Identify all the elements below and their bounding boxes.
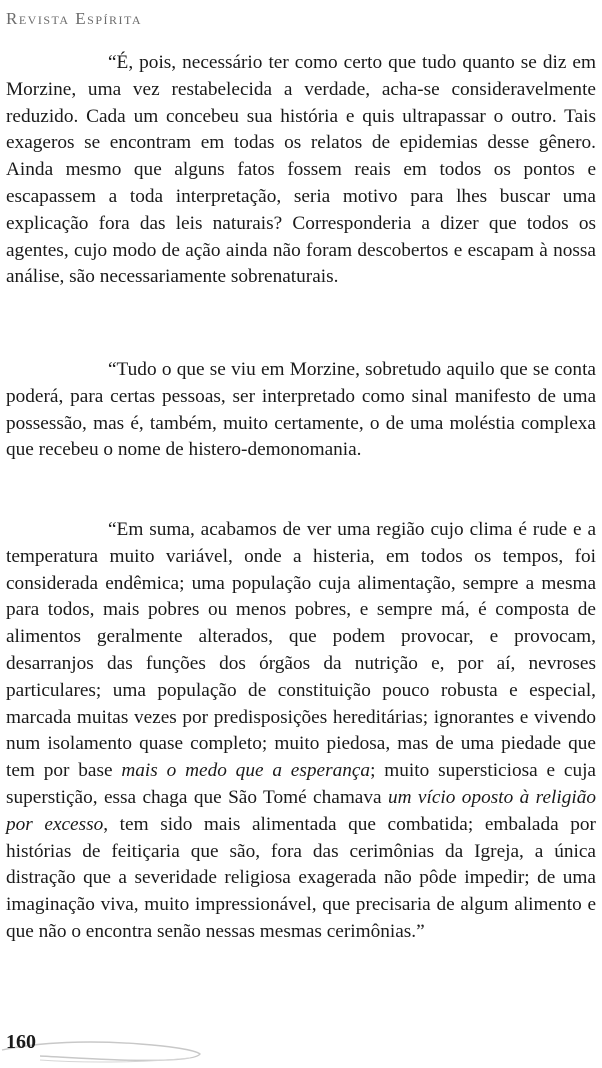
paragraph-1: “É, pois, necessário ter como certo que tudo quanto se diz em Morzine, uma vez restabelecida a verdade, acha-se consideravelmente reduzido. Cada um concebeu sua história e quis ultrapassar o outro. Tais exageros se encontram em todas os relatos de epidemias desse gênero. Ainda mesmo que alguns fatos fossem reais em todos os pontos e escapassem a toda interpretação, seria motivo para lhes buscar uma explicação fora das leis naturais? Corresponderia a dizer que todos os agentes, cujo modo de ação ainda não foram descobertos e escapam à nossa análise, são necessariamente sobrenaturais. xyxy=(6,52,596,288)
italic-phrase-fear-hope: mais o medo que a esperança xyxy=(121,760,371,782)
paragraph-3 xyxy=(6,517,596,946)
paragraph-3-text-a: “Em suma, acabamos de ver uma região cujo clima é rude e a temperatura muito variável, onde a histeria, em todos os tempos, foi considerada endêmica; uma população cuja alimentação, sempre a mesma para todos, mais pobres ou menos pobres, e sempre má, é composta de alimentos geralmente alterados, que podem provocar, e provocam, desarranjos das funções dos órgãos da nutrição e, por aí, nevroses particulares; uma população de constituição pouco robusta e especial, marcada muitas vezes por predisposições hereditárias; ignorantes e vivendo num isolamento quase completo; muito piedosa, mas de uma piedade que tem por base xyxy=(6,519,596,782)
paragraph-2: “Tudo o que se viu em Morzine, sobretudo aquilo que se conta poderá, para certas pessoas, ser interpretado como sinal manifesto de uma possessão, mas é, também, muito certamente, o de uma moléstia complexa que recebeu o nome de histero-demonomania. xyxy=(6,359,596,461)
italic-phrase-vice: um vício oposto à religião por excesso xyxy=(6,786,596,835)
paragraph-3-text-b: ; muito supersticiosa e cuja superstição, essa chaga que São Tomé chamava xyxy=(6,760,596,808)
running-header: Revista Espírita xyxy=(6,9,143,28)
paragraph-3-text-c: , tem sido mais alimentada que combatida; embalada por histórias de feitiçaria que são, fora das cerimônias da Igreja, a única distração que a severidade religiosa exagerada não pôde impedir; de uma imaginação viva, muito impressionável, que precisaria de algum alimento e que não o encontra senão nessas mesmas cerimônias.” xyxy=(6,813,596,942)
page-number: 160 xyxy=(6,1031,36,1053)
